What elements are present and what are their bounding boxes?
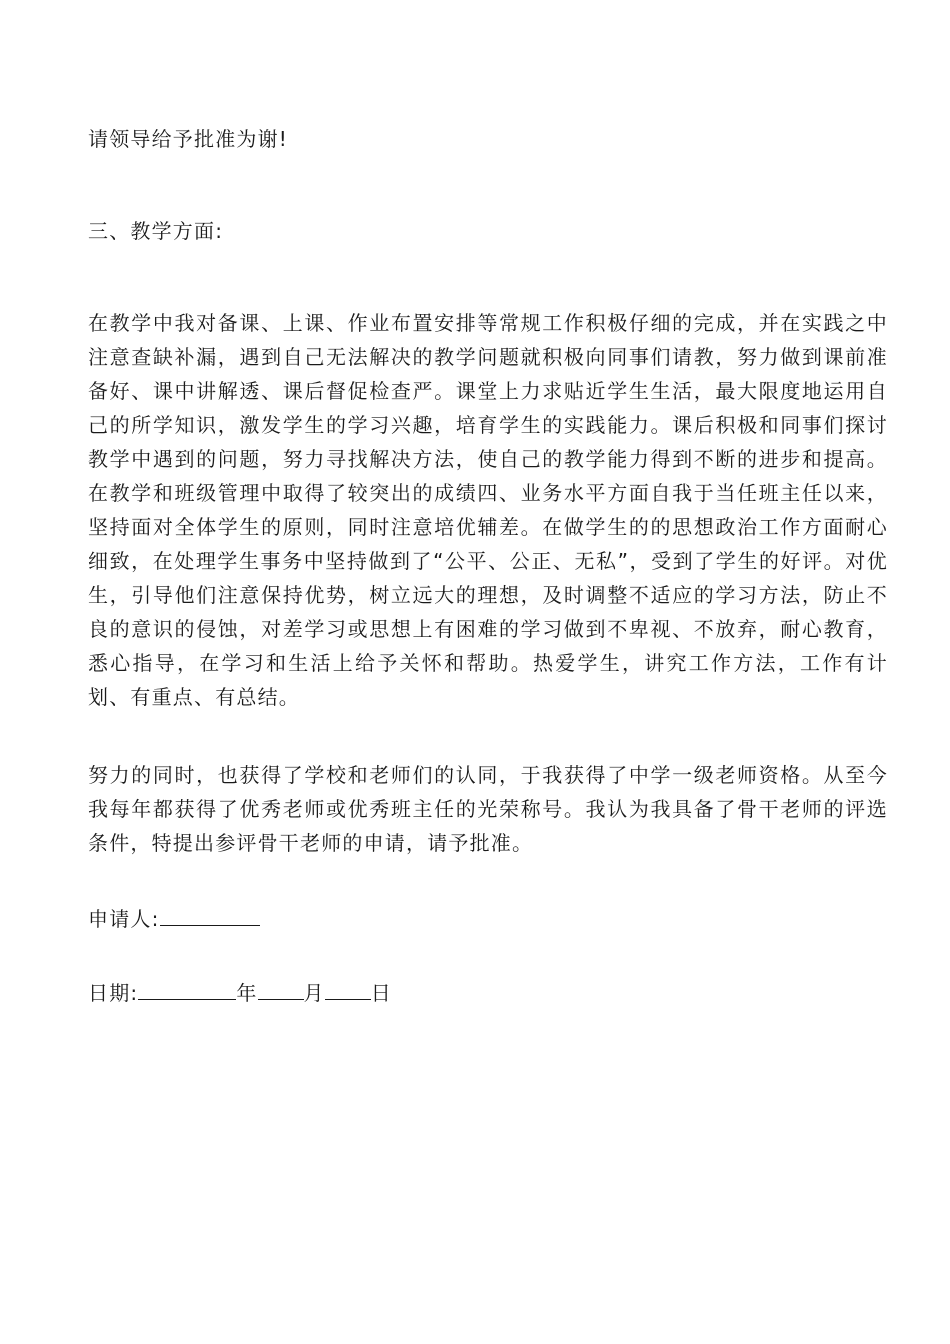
month-label: 月 — [303, 981, 325, 1005]
document-page — [88, 122, 888, 1010]
year-blank — [138, 977, 236, 1000]
month-blank — [258, 977, 304, 1000]
closing-paragraph: 努力的同时，也获得了学校和老师们的认同，于我获得了中学一级老师资格。从至今我每年都获得了优秀老师或优秀班主任的光荣称号。我认为我具备了骨干老师的评选条件，特提出参评骨干老师的申请，请予批准。 — [88, 763, 888, 855]
applicant-label: 申请人: — [88, 907, 160, 931]
applicant-line — [88, 902, 888, 936]
teaching-body-paragraph: 在教学中我对备课、上课、作业布置安排等常规工作积极仔细的完成，并在实践之中注意查缺补漏，遇到自己无法解决的教学问题就积极向同事们请教，努力做到课前准备好、课中讲解透、课后督促检查严。课堂上力求贴近学生生活，最大限度地运用自己的所学知识，激发学生的学习兴趣，培育学生的实践能力。课后积极和同事们探讨教学中遇到的问题，努力寻找解决方法，使自己的教学能力得到不断的进步和提高。在教学和班级管理中取得了较突出的成绩四、业务水平方面自我于当任班主任以来，坚持面对全体学生的原则，同时注意培优辅差。在做学生的的思想政治工作方面耐心细致，在处理学生事务中坚持做到了“公平、公正、无私”，受到了学生的好评。对优生，引导他们注意保持优势，树立远大的理想，及时调整不适应的学习方法，防止不良的意识的侵蚀，对差学习或思想上有困难的学习做到不卑视、不放弃，耐心教育，悉心指导，在学习和生活上给予关怀和帮助。热爱学生，讲究工作方法，工作有计划、有重点、有总结。 — [88, 311, 888, 709]
applicant-signature-blank — [160, 903, 260, 926]
approval-request-line: 请领导给予批准为谢! — [88, 127, 289, 151]
date-line — [88, 976, 888, 1010]
section-heading: 三、教学方面: — [88, 219, 224, 243]
day-blank — [325, 977, 371, 1000]
year-label: 年 — [236, 981, 258, 1005]
date-label: 日期: — [88, 981, 139, 1005]
day-label: 日 — [370, 981, 392, 1005]
